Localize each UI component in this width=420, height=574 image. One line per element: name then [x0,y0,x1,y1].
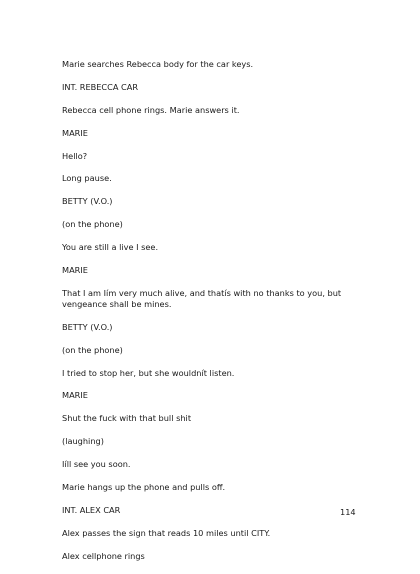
script-body [62,59,362,574]
dialogue-line: I tried to stop her, but she wouldnít listen. [62,367,235,378]
dialogue-line: Hello? [62,150,88,161]
character-name: BETTY (V.O.) [62,321,113,332]
action-line: Alex passes the sign that reads 10 miles until CITY. [62,527,271,538]
page-number: 114 [340,507,356,517]
action-line: Long pause. [62,173,112,184]
scene-heading: INT. ALEX CAR [62,504,121,515]
dialogue-line: You are still a live I see. [62,242,159,253]
action-line: Alex cellphone rings [62,550,145,561]
dialogue-line: That I am Iím very much alive, and thatís with no thanks to you, but vengeance shall be mines. [62,287,342,309]
character-name: BETTY (V.O.) [62,196,113,207]
parenthetical: (on the phone) [62,344,123,355]
action-line: Marie hangs up the phone and pulls off. [62,482,226,493]
action-line: Marie searches Rebecca body for the car keys. [62,59,254,69]
action-line: Rebecca cell phone rings. Marie answers it. [62,104,240,115]
dialogue-line: Shut the fuck with that bull shit [62,413,192,424]
scene-heading: INT. REBECCA CAR [62,81,139,92]
character-name: MARIE [62,265,88,276]
dialogue-line: Iíll see you soon. [62,459,131,470]
character-name: MARIE [62,390,88,401]
parenthetical: (on the phone) [62,219,123,230]
parenthetical: (laughing) [62,436,104,447]
character-name: MARIE [62,127,88,138]
